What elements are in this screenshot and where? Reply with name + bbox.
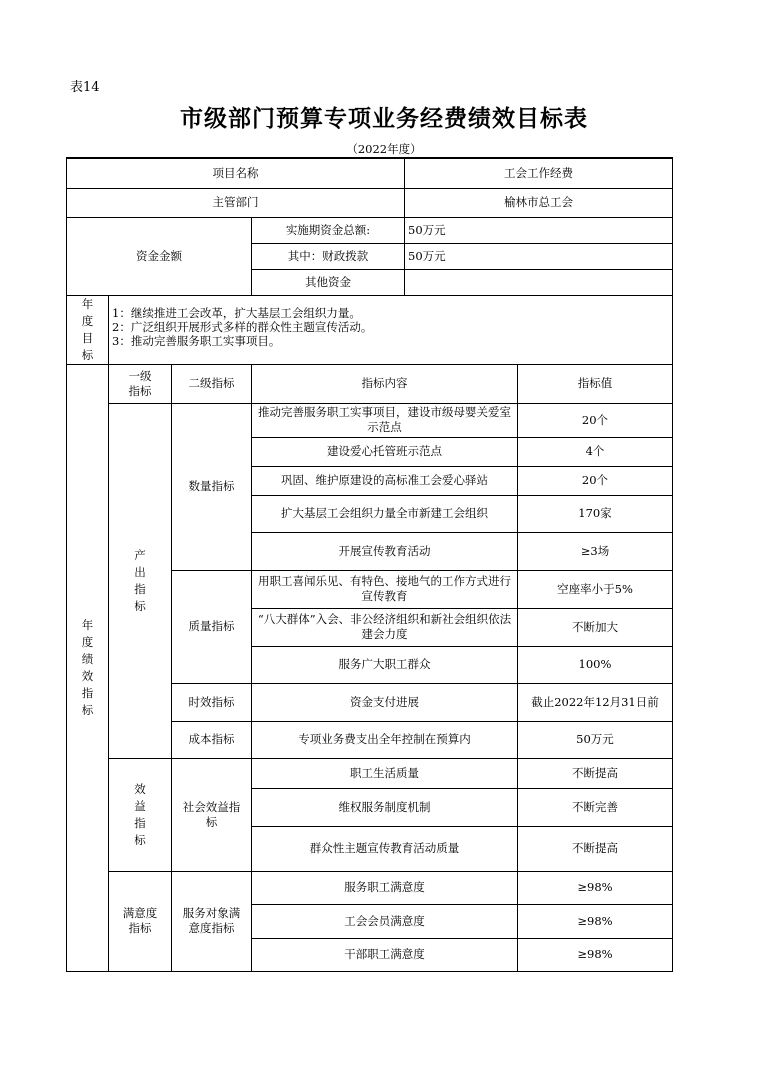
social-benefit-label: 社会效益指标: [172, 758, 252, 871]
funds-other-label: 其他资金: [252, 269, 405, 295]
col-header-value: 指标值: [518, 364, 673, 403]
indicator-value: 4个: [518, 437, 673, 466]
department-row: [67, 188, 673, 217]
indicator-content: 工会会员满意度: [252, 904, 518, 938]
indicator-content: 建设爱心托管班示范点: [252, 437, 518, 466]
indicator-content: 干部职工满意度: [252, 938, 518, 971]
indicator-value: 100%: [518, 646, 673, 683]
indicator-content: 扩大基层工会组织力量全市新建工会组织: [252, 495, 518, 532]
funds-fiscal-label: 其中：财政拨款: [252, 243, 405, 269]
indicator-value: 50万元: [518, 721, 673, 758]
indicator-content: 群众性主题宣传教育活动质量: [252, 826, 518, 871]
goal-item: 2：广泛组织开展形式多样的群众性主题宣传活动。: [112, 319, 373, 334]
funds-total-label: 实施期资金总额:: [252, 217, 405, 243]
indicator-value: 20个: [518, 466, 673, 495]
col-header-content: 指标内容: [252, 364, 518, 403]
performance-indicators-label: 年度绩效指标: [67, 364, 109, 971]
benefit-indicator-label: 效益指标: [109, 758, 172, 871]
indicator-value: ≥98%: [518, 904, 673, 938]
indicator-value: 不断完善: [518, 788, 673, 826]
performance-target-table: [66, 157, 673, 972]
table-row: [67, 758, 673, 788]
funds-fiscal-value: 50万元: [405, 243, 673, 269]
fiscal-year: （2022年度）: [346, 142, 422, 156]
service-target-satisfaction-label: 服务对象满意度指标: [172, 871, 252, 971]
indicator-header-row: [67, 364, 673, 403]
output-indicator-label: 产出指标: [109, 403, 172, 758]
table-row: [67, 403, 673, 437]
page-title: 市级部门预算专项业务经费绩效目标表: [180, 105, 588, 132]
table-row: [67, 871, 673, 904]
indicator-value: 不断提高: [518, 758, 673, 788]
indicator-content: 职工生活质量: [252, 758, 518, 788]
quality-indicator-label: 质量指标: [172, 570, 252, 683]
indicator-value: ≥3场: [518, 532, 673, 570]
project-name-row: [67, 158, 673, 188]
annual-goals-content: [109, 295, 673, 364]
indicator-content: 专项业务费支出全年控制在预算内: [252, 721, 518, 758]
indicator-content: 开展宣传教育活动: [252, 532, 518, 570]
project-name-value: 工会工作经费: [405, 158, 673, 188]
goal-item: 3：推动完善服务职工实事项目。: [112, 333, 281, 348]
project-name-label: 项目名称: [67, 158, 405, 188]
table-number: 表14: [70, 80, 100, 95]
indicator-value: 空座率小于5%: [518, 570, 673, 608]
funds-other-value: [405, 269, 673, 295]
indicator-content: 巩固、维护原建设的高标准工会爱心驿站: [252, 466, 518, 495]
timeliness-indicator-label: 时效指标: [172, 683, 252, 721]
indicator-content: “八大群体”入会、非公经济组织和新社会组织依法建会力度: [252, 608, 518, 646]
funds-total-row: [67, 217, 673, 243]
indicator-value: 不断提高: [518, 826, 673, 871]
indicator-value: 截止2022年12月31日前: [518, 683, 673, 721]
indicator-content: 服务广大职工群众: [252, 646, 518, 683]
indicator-content: 服务职工满意度: [252, 871, 518, 904]
annual-goals-label: 年度目标: [67, 295, 109, 364]
indicator-value: 170家: [518, 495, 673, 532]
indicator-value: ≥98%: [518, 938, 673, 971]
indicator-value: ≥98%: [518, 871, 673, 904]
col-header-level2: 二级指标: [172, 364, 252, 403]
indicator-value: 20个: [518, 403, 673, 437]
department-value: 榆林市总工会: [405, 188, 673, 217]
satisfaction-indicator-label: 满意度指标: [109, 871, 172, 971]
quantity-indicator-label: 数量指标: [172, 403, 252, 570]
goal-item: 1：继续推进工会改革，扩大基层工会组织力量。: [112, 305, 361, 320]
cost-indicator-label: 成本指标: [172, 721, 252, 758]
indicator-content: 维权服务制度机制: [252, 788, 518, 826]
indicator-value: 不断加大: [518, 608, 673, 646]
indicator-content: 资金支付进展: [252, 683, 518, 721]
funds-label: 资金金额: [67, 217, 252, 295]
col-header-level1: 一级指标: [109, 364, 172, 403]
annual-goals-row: [67, 295, 673, 364]
indicator-content: 用职工喜闻乐见、有特色、接地气的工作方式进行宣传教育: [252, 570, 518, 608]
department-label: 主管部门: [67, 188, 405, 217]
funds-total-value: 50万元: [405, 217, 673, 243]
indicator-content: 推动完善服务职工实事项目，建设市级母婴关爱室示范点: [252, 403, 518, 437]
